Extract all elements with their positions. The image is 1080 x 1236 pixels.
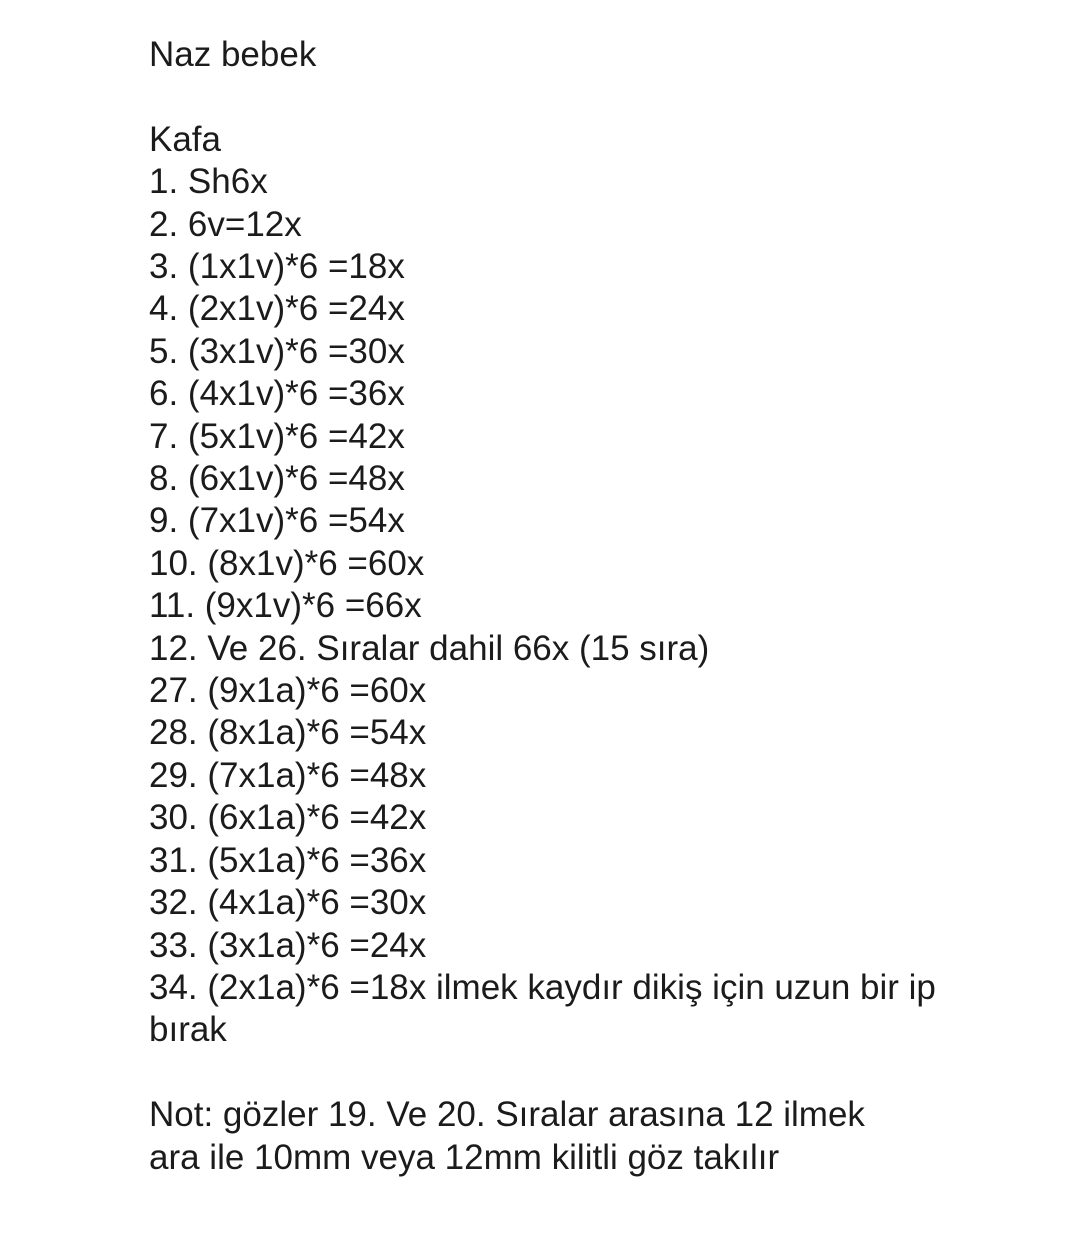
pattern-row-4: 4. (2x1v)*6 =24x	[149, 289, 405, 329]
pattern-row-27: 27. (9x1a)*6 =60x	[149, 671, 427, 711]
pattern-row-2: 2. 6v=12x	[149, 204, 302, 244]
pattern-row-7: 7. (5x1v)*6 =42x	[149, 416, 405, 456]
page-title: Naz bebek	[149, 35, 317, 74]
pattern-row-31: 31. (5x1a)*6 =36x	[149, 840, 427, 880]
pattern-row-32: 32. (4x1a)*6 =30x	[149, 883, 427, 923]
pattern-row-34: 34. (2x1a)*6 =18x ilmek kaydır dikiş için uzun bir ip bırak	[149, 967, 936, 1050]
pattern-row-11: 11. (9x1v)*6 =66x	[149, 586, 422, 626]
pattern-row-9: 9. (7x1v)*6 =54x	[149, 501, 405, 541]
spacer	[149, 1052, 1029, 1094]
note-text: Not: gözler 19. Ve 20. Sıralar arasına 12 ilmek ara ile 10mm veya 12mm kilitli göz takılır	[149, 1095, 865, 1177]
pattern-row-30: 30. (6x1a)*6 =42x	[149, 798, 427, 838]
pattern-row-1: 1. Sh6x	[149, 162, 268, 202]
pattern-row-8: 8. (6x1v)*6 =48x	[149, 459, 405, 499]
pattern-row-3: 3. (1x1v)*6 =18x	[149, 247, 405, 287]
pattern-row-12-26: 12. Ve 26. Sıralar dahil 66x (15 sıra)	[149, 628, 710, 668]
pattern-document	[149, 34, 1029, 1179]
pattern-row-28: 28. (8x1a)*6 =54x	[149, 713, 427, 753]
pattern-row-33: 33. (3x1a)*6 =24x	[149, 925, 427, 965]
pattern-row-29: 29. (7x1a)*6 =48x	[149, 755, 427, 795]
pattern-row-10: 10. (8x1v)*6 =60x	[149, 543, 425, 583]
section-heading: Kafa	[149, 119, 221, 159]
pattern-row-5: 5. (3x1v)*6 =30x	[149, 331, 405, 371]
pattern-row-6: 6. (4x1v)*6 =36x	[149, 374, 405, 414]
